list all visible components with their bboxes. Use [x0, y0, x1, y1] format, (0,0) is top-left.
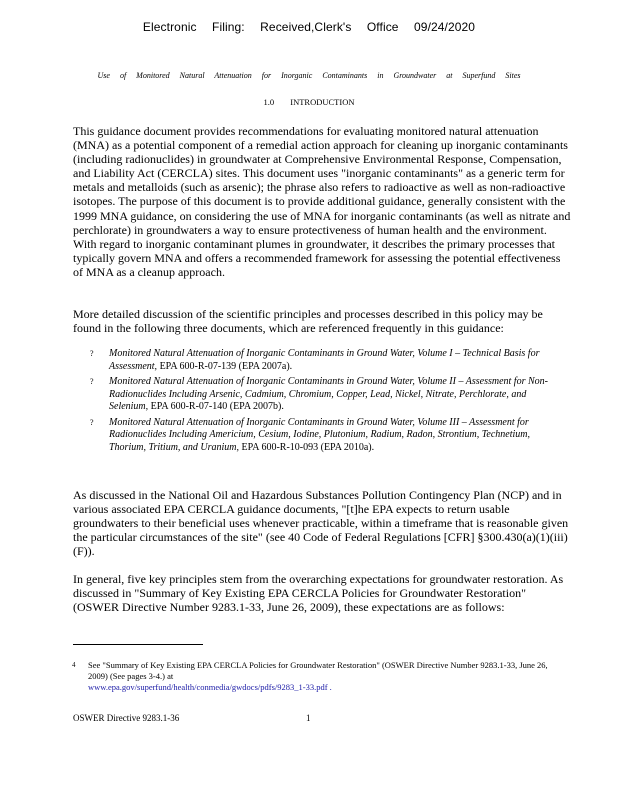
footnote-text: See "Summary of Key Existing EPA CERCLA Policies for Groundwater Restoration" (OSWER Directive Number 9283.1-33, June 26, 2009) (See pages 3-4.) at — [88, 660, 548, 681]
reference-citation: EPA 600-R-07-139 (EPA 2007a). — [159, 360, 293, 372]
paragraph-more-detail: More detailed discussion of the scientific principles and processes described in this policy may be found in the following three documents, which are referenced frequently in this guidance: — [73, 307, 543, 336]
paragraph-principles: In general, five key principles stem from the overarching expectations for groundwater restoration. As discussed in "Summary of Key Existing EPA CERCLA Policies for Groundwater Restoration" (OSWER Directive Number 9283.1-33, June 26, 2009), these expectations are as follows: — [73, 572, 564, 615]
reference-citation: EPA 600-R-10-093 (EPA 2010a). — [241, 441, 375, 453]
paragraph-ncp: As discussed in the National Oil and Hazardous Substances Pollution Contingency Plan (NCP) and in various associated EPA CERCLA guidance documents, "[t]he EPA expects to return usable groundwaters to their beneficial uses whenever practicable, within a timeframe that is reasonable given the particular circumstances of the site" (see 40 Code of Federal Regulations [CFR] §300.430(a)(1)(iii)(F)). — [73, 488, 569, 559]
reference-item — [90, 348, 550, 373]
bullet-glyph: ? — [90, 417, 94, 427]
paragraph-intro: This guidance document provides recommendations for evaluating monitored natural attenuation (MNA) as a potential component of a remedial action approach for cleaning up inorganic contaminants (including radionuclides) in groundwater at Comprehensive Environmental Response, Compensation, and Liability Act (CERCLA) sites. This document uses "inorganic contaminants" as a generic term for metals and metalloids (such as arsenic); the phrase also refers to radioactive as well as non-radioactive isotopes. The purpose of this document is to provide additional guidance, generally consistent with the 1999 MNA guidance, on considering the use of MNA for inorganic contaminants (as well as nitrate and perchlorate) in groundwaters a way to ensure protectiveness of human health and the environment. With regard to inorganic contaminant plumes in groundwater, it describes the primary processes that typically govern MNA and offers a recommended framework for assessing the potential effectiveness of MNA as a cleanup approach. — [73, 124, 571, 279]
reference-title: Monitored Natural Attenuation of Inorganic Contaminants in Ground Water, Volume II – Assessment for Non-Radionuclides Including Arsenic, Cadmium, Chromium, Copper, Lead, Nickel, Nitrate, Perchlorate, and Selenium, — [109, 376, 548, 412]
reference-list — [90, 348, 550, 457]
filing-stamp: Electronic Filing: Received,Clerk's Office 09/24/2020 — [142, 20, 476, 34]
bullet-glyph: ? — [90, 377, 94, 386]
reference-citation: EPA 600-R-07-140 (EPA 2007b). — [150, 401, 284, 412]
footnote — [72, 660, 562, 693]
bullet-glyph: ? — [90, 349, 94, 358]
page-footer — [73, 713, 353, 723]
footnote-mark: 4 — [72, 661, 76, 669]
reference-title: Monitored Natural Attenuation of Inorganic Contaminants in Ground Water, Volume III – Assessment for Radionuclides Including Americium, Cesium, Iodine, Plutonium, Radium, Radon, Strontium, Technetium, Thorium, Tritium, and Uranium, — [109, 416, 530, 453]
reference-title: Monitored Natural Attenuation of Inorganic Contaminants in Ground Water, Volume I – Technical Basis for Assessment, — [109, 348, 540, 372]
footnote-divider — [73, 644, 203, 645]
section-heading: 1.0 INTRODUCTION — [263, 97, 355, 107]
footer-directive: OSWER Directive 9283.1-36 — [73, 713, 180, 723]
footnote-link[interactable]: www.epa.gov/superfund/health/conmedia/gwdocs/pdfs/9283_1-33.pdf . — [88, 682, 332, 692]
reference-item — [90, 376, 550, 414]
document-title: Use of Monitored Natural Attenuation for Inorganic Contaminants in Groundwater at Superfund Sites — [97, 71, 521, 80]
reference-item — [90, 417, 550, 455]
page-number: 1 — [306, 713, 311, 723]
